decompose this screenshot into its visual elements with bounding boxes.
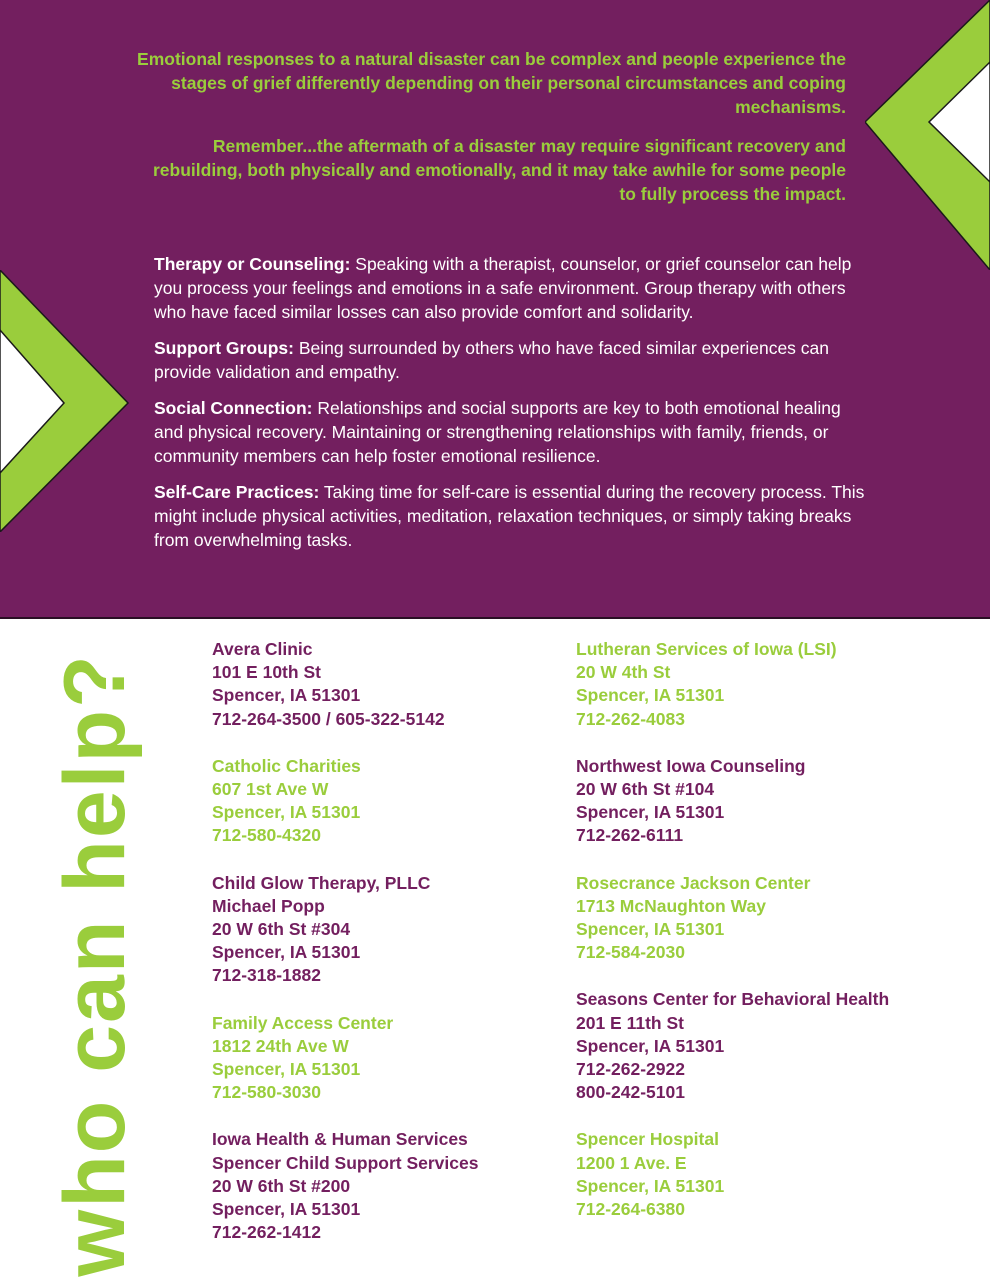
contact-detail: 20 W 4th St [576, 662, 671, 683]
contact-detail: Spencer, IA 51301 [576, 685, 725, 706]
contacts-right-column [576, 638, 976, 1245]
contact-detail: Spencer, IA 51301 [212, 942, 361, 963]
contact-detail: 1713 McNaughton Way [576, 895, 766, 916]
contacts-left-column [212, 638, 552, 1268]
tip-text: Taking time for self-care is essential during the recovery process. This might include physical activities, meditation, relaxation techniques, or simply taking breaks from overwhelming tasks. [154, 482, 865, 550]
left-chevron-decoration [0, 270, 130, 532]
contact-name: Spencer Hospital [576, 1129, 719, 1150]
contact-detail: 712-262-4083 [576, 708, 685, 729]
contact-detail: Spencer, IA 51301 [212, 802, 361, 823]
contact-detail: 712-262-1412 [212, 1222, 321, 1243]
contact-detail: 101 E 10th St [212, 662, 321, 683]
contact-detail: 712-580-3030 [212, 1082, 321, 1103]
contact-card [576, 638, 976, 731]
tip-social-connection [154, 396, 869, 468]
coping-tips [154, 252, 869, 564]
contact-detail: 1812 24th Ave W [212, 1035, 349, 1056]
contact-name: Family Access Center [212, 1012, 394, 1033]
tip-heading: Therapy or Counseling: [154, 254, 351, 274]
tip-support-groups [154, 336, 869, 384]
contact-detail: 800-242-5101 [576, 1082, 685, 1103]
contact-card [212, 1128, 552, 1244]
intro-paragraph: Remember...the aftermath of a disaster may require significant recovery and rebuilding, both physically and emotionally, and it may take awhile for some people to fully process the impact. [152, 136, 846, 204]
contact-detail: Spencer, IA 51301 [212, 1059, 361, 1080]
right-chevron-decoration [865, 0, 990, 270]
tip-text: Speaking with a therapist, counselor, or grief counselor can help you process your feelings and emotions in a safe environment. Group therapy with others who have faced similar losses can also provide comfort and solidarity. [154, 254, 852, 322]
contact-detail: Michael Popp [212, 895, 325, 916]
tip-text: Being surrounded by others who have faced similar experiences can provide validation and empathy. [154, 338, 830, 382]
contact-detail: Spencer, IA 51301 [212, 685, 361, 706]
tip-heading: Social Connection: [154, 398, 313, 418]
purple-header-panel [0, 0, 990, 617]
contact-name: Northwest Iowa Counseling [576, 755, 806, 776]
who-can-help-title: who can help? [47, 653, 143, 1277]
tip-therapy [154, 252, 869, 324]
intro-paragraph: Emotional responses to a natural disaster can be complex and people experience the stages of grief differently depending on their personal circumstances and coping mechanisms. [137, 49, 846, 117]
contact-detail: 607 1st Ave W [212, 779, 329, 800]
contact-card [576, 755, 976, 848]
contact-card [212, 1012, 552, 1105]
contact-detail: 712-264-3500 / 605-322-5142 [212, 708, 445, 729]
contact-card [212, 872, 552, 988]
contact-card [576, 988, 976, 1104]
contact-detail: 712-262-2922 [576, 1059, 685, 1080]
contact-detail: Spencer, IA 51301 [212, 1199, 361, 1220]
contact-detail: 20 W 6th St #104 [576, 779, 715, 800]
contact-detail: Spencer Child Support Services [212, 1152, 479, 1173]
contact-name: Rosecrance Jackson Center [576, 872, 811, 893]
contact-detail: 712-318-1882 [212, 965, 321, 986]
contact-detail: 20 W 6th St #304 [212, 919, 351, 940]
contact-detail: Spencer, IA 51301 [576, 802, 725, 823]
contact-card [576, 1128, 976, 1221]
section-divider [0, 617, 990, 619]
contact-detail: Spencer, IA 51301 [576, 1035, 725, 1056]
contact-detail: 201 E 11th St [576, 1012, 684, 1033]
contact-name: Iowa Health & Human Services [212, 1129, 468, 1150]
contact-detail: 1200 1 Ave. E [576, 1152, 687, 1173]
contact-detail: 712-262-6111 [576, 825, 684, 846]
contact-name: Avera Clinic [212, 639, 313, 659]
contact-card [212, 638, 552, 731]
tip-heading: Support Groups: [154, 338, 294, 358]
contact-detail: 712-580-4320 [212, 825, 321, 846]
contact-card [576, 872, 976, 965]
contact-detail: Spencer, IA 51301 [576, 919, 725, 940]
contact-detail: 712-264-6380 [576, 1199, 685, 1220]
contact-detail: Spencer, IA 51301 [576, 1175, 725, 1196]
intro-text [136, 47, 846, 221]
contact-detail: 20 W 6th St #200 [212, 1175, 351, 1196]
contact-name: Catholic Charities [212, 755, 361, 776]
tip-self-care [154, 480, 869, 552]
contact-detail: 712-584-2030 [576, 942, 685, 963]
contact-name: Seasons Center for Behavioral Health [576, 989, 890, 1010]
contact-name: Child Glow Therapy, PLLC [212, 872, 431, 893]
contact-card [212, 755, 552, 848]
contact-name: Lutheran Services of Iowa (LSI) [576, 639, 837, 659]
tip-text: Relationships and social supports are key to both emotional healing and physical recovery. Maintaining or strengthening relationships with family, friends, or community members can help foster emotional resilience. [154, 398, 841, 466]
tip-heading: Self-Care Practices: [154, 482, 320, 502]
